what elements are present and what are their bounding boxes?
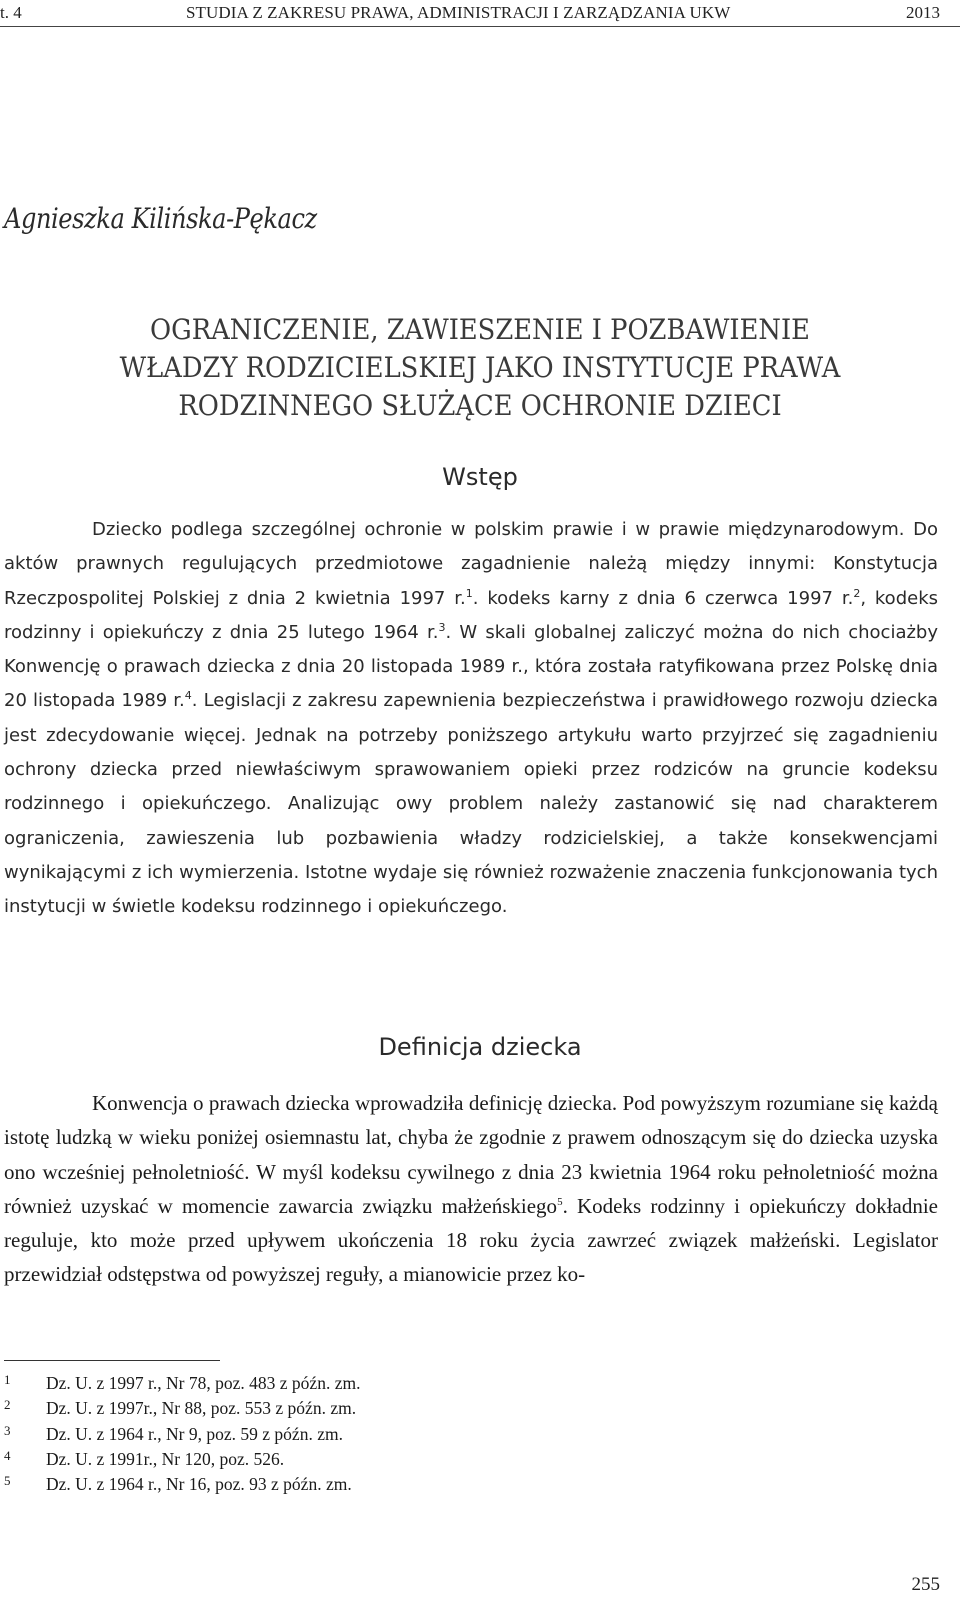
section-heading-child-definition: Definicja dziecka [378,1033,582,1061]
paragraph-text: , kodeks rodzinny i opiekuńczy z dnia 25 lutego 1964 r. [4,587,939,643]
paragraph-text: Dziecko podlega szczególnej ochronie w polskim prawie i w prawie międzynarodowym. Do aktów prawnych regulujących przedmiotowe zagadnienie należą między innymi: Konstytucja Rzeczpospolitej Polskiej z dnia 2 kwietnia 1997 r. [4,519,938,609]
page-number: 255 [911,1574,940,1595]
footnote-ref: 2 [853,586,861,600]
footnote-separator [4,1360,220,1361]
title-line: RODZINNEGO SŁUŻĄCE OCHRONIE DZIECI [178,389,782,422]
article-title [0,311,960,425]
journal-title: STUDIA Z ZAKRESU PRAWA, ADMINISTRACJI I ZARZĄDZANIA UKW [186,3,731,22]
definition-paragraph [4,1086,938,1292]
footnote-ref: 5 [557,1195,563,1208]
title-line: WŁADZY RODZICIELSKIEJ JAKO INSTYTUCJE PRAWA [119,351,841,384]
paragraph-text: . Legislacji z zakresu zapewnienia bezpieczeństwa i prawidłowego rozwoju dziecka jest zdecydowanie więcej. Jednak na potrzeby poniższego artykułu warto przyjrzeć się zagadnieniu ochrony dziecka przed niewłaściwym sprawowaniem opieki przez rodziców na gruncie kodeksu rodzinnego i opiekuńczego. Analizując owy problem należy zastanowić się nad charakterem ograniczenia, zawieszenia lub pozbawienia władzy rodzicielskiej, a także konsekwencjami wynikającymi z ich wymierzenia. Istotne wydaje się również rozważenie znaczenia funkcjonowania tych instytucji w świetle kodeksu rodzinnego i opiekuńczego. [4,690,938,918]
footnote-text: Dz. U. z 1997r., Nr 88, poz. 553 z późn. zm. [46,1398,357,1419]
footnote-number: 4 [4,1447,11,1463]
footnote-number: 2 [4,1397,11,1413]
paragraph-text: . W skali globalnej zaliczyć można do nich chociażby Konwencję o prawach dziecka z dnia 20 listopada 1989 r., która została ratyfikowana przez Polskę dnia 20 listopada 1989 r. [4,621,939,712]
journal-year: 2013 [906,3,940,22]
footnote-text: Dz. U. z 1964 r., Nr 9, poz. 59 z późn. zm. [46,1423,343,1444]
footnote-text: Dz. U. z 1997 r., Nr 78, poz. 483 z późn. zm. [46,1373,361,1393]
section-heading-introduction: Wstęp [442,463,518,491]
footnote-text: Dz. U. z 1991r., Nr 120, poz. 526. [46,1448,285,1469]
footnote [4,1396,904,1421]
footnote-number: 1 [4,1372,11,1387]
introduction-paragraph [4,513,938,925]
footnote [4,1472,904,1497]
footnote-number: 3 [4,1422,11,1438]
running-header [0,0,960,26]
footnote-text: Dz. U. z 1964 r., Nr 16, poz. 93 z późn. zm. [46,1474,352,1495]
footnote-ref: 4 [184,689,192,703]
footnote-ref: 1 [465,586,473,600]
footnote-ref: 3 [438,620,446,634]
footnotes [4,1371,904,1497]
author-name: Agnieszka Kilińska-Pękacz [4,202,317,235]
paragraph-text: Konwencja o prawach dziecka wprowadziła definicję dziecka. Pod powyższym rozumiane się każdą istotę ludzką w wieku poniżej osiemnastu lat, chyba że zgodnie z prawem odnoszącym się do dziecka uzyska ono wcześniej pełnoletniość. W myśl kodeksu cywilnego z dnia 23 kwietnia 1964 roku pełnoletniość można również uzyskać w momencie zawarcia związku małżeńskiego [4,1091,938,1218]
footnote [4,1447,904,1472]
footnote [4,1422,904,1447]
header-rule [0,26,960,27]
paragraph-text: . kodeks karny z dnia 6 czerwca 1997 r. [472,587,854,609]
footnote [4,1371,904,1396]
volume-label: t. 4 [0,3,22,22]
footnote-number: 5 [4,1473,11,1489]
paragraph-text: . Kodeks rodzinny i opiekuńczy dokładnie reguluje, kto może przed upływem ukończenia 18 roku życia zawrzeć związek małżeński. Legislator przewidział odstępstwa od powyższej reguły, a mianowicie przez ko- [4,1193,939,1287]
title-line: OGRANICZENIE, ZAWIESZENIE I POZBAWIENIE [150,313,810,346]
